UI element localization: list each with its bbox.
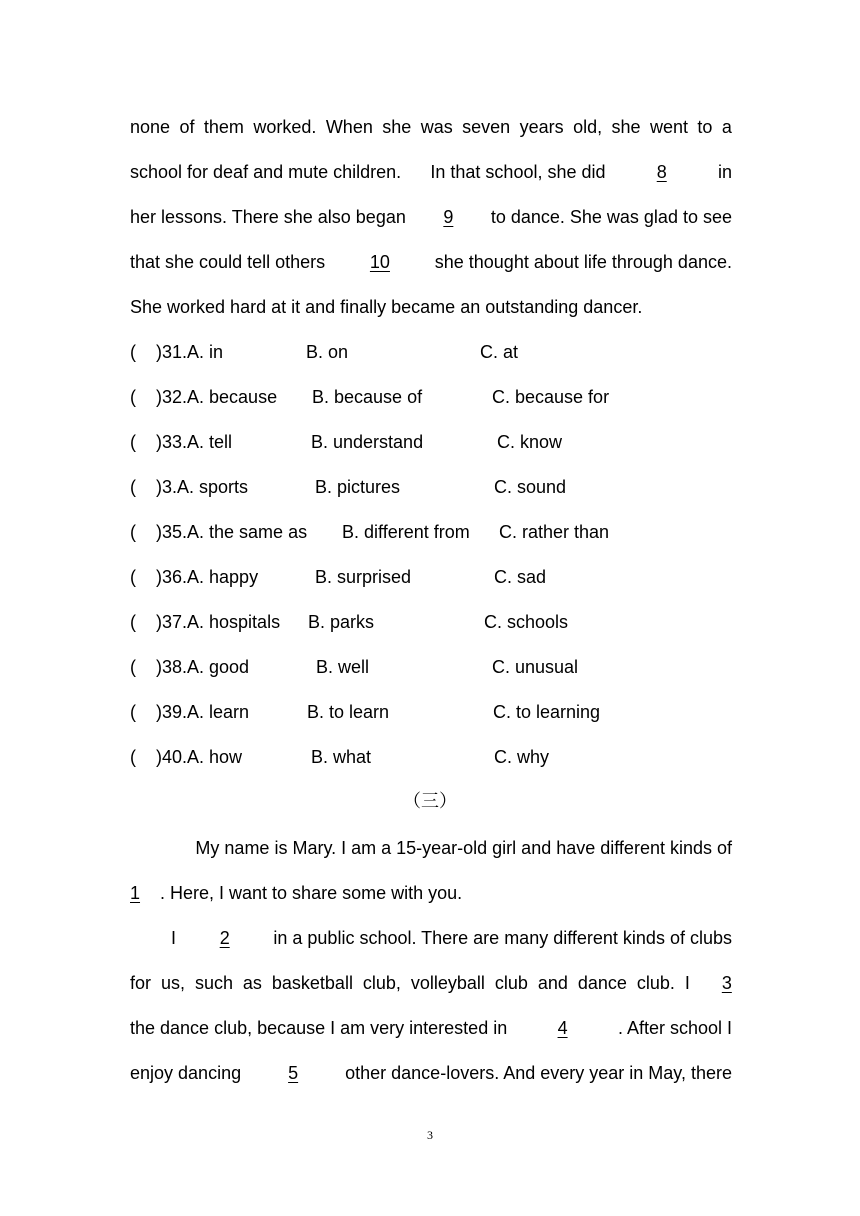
- option-c: C. why: [494, 747, 550, 767]
- question-row: [130, 385, 732, 409]
- option-a: A. hospitals: [187, 612, 281, 632]
- word: she: [611, 117, 641, 137]
- question-number: ( )38.: [130, 657, 188, 677]
- question-row: [130, 340, 732, 364]
- word: club,: [362, 973, 401, 993]
- text-segment: other dance-lovers. And every year in May, there: [345, 1063, 732, 1083]
- option-a: A. good: [187, 657, 250, 677]
- option-b: B. different from: [342, 522, 470, 542]
- option-a: A. the same as: [187, 522, 308, 542]
- question-number: ( )31.: [130, 342, 188, 362]
- passage-line-5: She worked hard at it and finally became an outstanding dancer.: [130, 297, 643, 317]
- option-a: A. sports: [177, 477, 249, 497]
- option-b: B. on: [306, 342, 349, 362]
- word: I: [684, 973, 690, 993]
- text-segment: she thought about life through dance.: [434, 252, 732, 272]
- text-segment: in a public school. There are many different kinds of clubs: [273, 928, 732, 948]
- option-a: A. tell: [187, 432, 233, 452]
- blank-5: 5: [288, 1063, 299, 1083]
- page-number: 3: [427, 1128, 433, 1142]
- text-segment: the dance club, because I am very interested in: [130, 1018, 508, 1038]
- passage3-line-2: [130, 881, 462, 905]
- option-c: C. because for: [492, 387, 610, 407]
- option-b: B. surprised: [315, 567, 412, 587]
- passage-line-4: [130, 250, 732, 274]
- question-row: [130, 520, 732, 544]
- word: club.: [636, 973, 675, 993]
- word: club: [494, 973, 528, 993]
- word: us,: [160, 973, 185, 993]
- text-segment: enjoy dancing: [130, 1063, 242, 1083]
- word: volleyball: [410, 973, 485, 993]
- option-c: C. unusual: [492, 657, 579, 677]
- question-row: [130, 430, 732, 454]
- option-c: C. rather than: [499, 522, 610, 542]
- option-b: B. to learn: [307, 702, 390, 722]
- word: went: [649, 117, 688, 137]
- word: was: [420, 117, 453, 137]
- option-b: B. understand: [311, 432, 424, 452]
- word: them: [203, 117, 244, 137]
- word: dance: [577, 973, 627, 993]
- option-c: C. know: [497, 432, 563, 452]
- option-a: A. in: [187, 342, 224, 362]
- word: none: [130, 117, 171, 137]
- question-number: ( )36.: [130, 567, 188, 587]
- option-a: A. because: [187, 387, 278, 407]
- text-segment: school for deaf and mute children.: [130, 162, 402, 182]
- text-segment: I: [171, 928, 177, 948]
- text-segment: her lessons. There she also began: [130, 207, 406, 227]
- question-number-and-option-a: [130, 430, 232, 454]
- word: she: [382, 117, 412, 137]
- blank-2: 2: [219, 928, 230, 948]
- blank-9: 9: [443, 207, 454, 227]
- question-number-and-option-a: [130, 565, 258, 589]
- option-b: B. well: [316, 657, 370, 677]
- text-segment: to dance. She was glad to see: [490, 207, 732, 227]
- question-number-and-option-a: [130, 475, 248, 499]
- question-number-and-option-a: [130, 700, 249, 724]
- question-row: [130, 475, 732, 499]
- question-number: ( )40.: [130, 747, 188, 767]
- option-b: B. parks: [308, 612, 375, 632]
- word: such: [194, 973, 233, 993]
- word: for: [130, 973, 152, 993]
- question-number-and-option-a: [130, 610, 280, 634]
- blank-3: 3: [721, 973, 732, 993]
- passage3-line-4: [130, 971, 732, 995]
- word: and: [537, 973, 568, 993]
- question-number: ( )33.: [130, 432, 188, 452]
- passage-line-3: [130, 205, 732, 229]
- option-c: C. sound: [494, 477, 567, 497]
- word: a: [721, 117, 732, 137]
- question-number: ( )37.: [130, 612, 188, 632]
- passage3-line-6: [130, 1061, 732, 1085]
- question-row: [130, 655, 732, 679]
- question-number-and-option-a: [130, 655, 249, 679]
- question-number-and-option-a: [130, 745, 242, 769]
- option-b: B. because of: [312, 387, 423, 407]
- blank-1: 1: [130, 883, 141, 903]
- passage3-line-5: [130, 1016, 732, 1040]
- option-c: C. to learning: [493, 702, 601, 722]
- word: When: [325, 117, 373, 137]
- passage-line-2: [130, 160, 732, 184]
- word: years: [519, 117, 564, 137]
- word: as: [242, 973, 262, 993]
- text-segment: In that school, she did: [430, 162, 606, 182]
- option-c: C. schools: [484, 612, 569, 632]
- question-row: [130, 700, 732, 724]
- word: basketball: [271, 973, 353, 993]
- option-a: A. learn: [187, 702, 250, 722]
- text-segment: in: [717, 162, 732, 182]
- blank-8: 8: [656, 162, 667, 182]
- blank-10: 10: [369, 252, 390, 272]
- question-row: [130, 610, 732, 634]
- option-c: C. sad: [494, 567, 547, 587]
- question-row: [130, 565, 732, 589]
- word: to: [697, 117, 713, 137]
- question-number-and-option-a: [130, 520, 307, 544]
- passage3-line-1: My name is Mary. I am a 15-year-old girl and have different kinds of: [195, 838, 732, 858]
- question-number: ( )32.: [130, 387, 188, 407]
- question-number-and-option-a: [130, 340, 223, 364]
- text-segment: . After school I: [617, 1018, 732, 1038]
- question-number: ( )39.: [130, 702, 188, 722]
- question-number: ( )35.: [130, 522, 188, 542]
- blank-4: 4: [557, 1018, 568, 1038]
- question-number-and-option-a: [130, 385, 277, 409]
- question-row: [130, 745, 732, 769]
- word: of: [179, 117, 195, 137]
- section-title: （三）: [403, 791, 457, 812]
- word: seven: [462, 117, 511, 137]
- option-c: C. at: [480, 342, 519, 362]
- option-a: A. how: [187, 747, 243, 767]
- word: worked.: [253, 117, 317, 137]
- word: old,: [573, 117, 603, 137]
- text-segment: that she could tell others: [130, 252, 326, 272]
- option-b: B. what: [311, 747, 372, 767]
- passage-line-1: [130, 115, 732, 139]
- passage3-line-3: [171, 926, 732, 950]
- text-segment: . Here, I want to share some with you.: [160, 883, 463, 903]
- option-b: B. pictures: [315, 477, 401, 497]
- question-number: ( )3.: [130, 477, 178, 497]
- option-a: A. happy: [187, 567, 259, 587]
